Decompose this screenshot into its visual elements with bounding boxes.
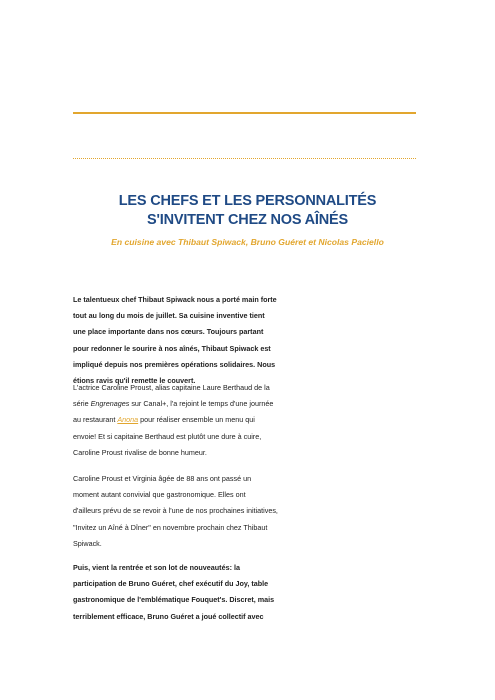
- top-divider: [73, 112, 416, 114]
- text-line: [73, 412, 323, 428]
- text-line: une place importante dans nos cœurs. Toujours partant: [73, 327, 264, 337]
- page-title-line-1: LES CHEFS ET LES PERSONNALITÉS: [118, 193, 377, 209]
- paragraph-intro: [73, 292, 323, 389]
- text-line: participation de Bruno Guéret, chef exécutif du Joy, table: [73, 579, 269, 589]
- text-line: tout au long du mois de juillet. Sa cuisine inventive tient: [73, 311, 265, 321]
- text-line: envoie! Et si capitaine Berthaud est plutôt une dure à cuire,: [73, 431, 262, 441]
- text-fragment: au restaurant: [73, 415, 118, 425]
- text-line: Caroline Proust rivalise de bonne humeur.: [73, 447, 207, 457]
- text-line: Puis, vient la rentrée et son lot de nouveautés: la: [73, 563, 240, 572]
- text-line: terriblement efficace, Bruno Guéret a joué collectif avec: [73, 611, 264, 621]
- text-line: Le talentueux chef Thibaut Spiwack nous a porté main forte: [73, 295, 277, 304]
- text-line: L'actrice Caroline Proust, alias capitaine Laure Berthaud de la: [73, 383, 270, 392]
- text-line: Spiwack.: [73, 538, 102, 548]
- dotted-divider: [73, 158, 416, 159]
- paragraph-caroline-proust: [73, 380, 323, 461]
- series-title: Engrenages: [90, 399, 130, 409]
- text-line: gastronomique de l'emblématique Fouquet's. Discret, mais: [73, 595, 275, 605]
- text-fragment: pour réaliser ensemble un menu qui: [138, 415, 255, 425]
- text-line: étions ravis qu'il remette le couvert.: [73, 376, 196, 386]
- text-line: impliqué depuis nos premières opérations solidaires. Nous: [73, 359, 276, 369]
- text-line: Caroline Proust et Virginia âgée de 88 ans ont passé un: [73, 474, 252, 483]
- text-line: "Invitez un Aîné à Dîner" en novembre prochain chez Thibaut: [73, 522, 268, 532]
- text-line: [73, 396, 323, 412]
- page-title: [60, 192, 435, 230]
- text-fragment: série: [73, 399, 91, 409]
- paragraph-virginia: [73, 471, 323, 552]
- text-line: moment autant convivial que gastronomique. Elles ont: [73, 490, 246, 500]
- subtitle: En cuisine avec Thibaut Spiwack, Bruno Guéret et Nicolas Paciello: [111, 237, 384, 247]
- text-line: pour redonner le sourire à nos aînés, Thibaut Spiwack est: [73, 343, 271, 353]
- paragraph-bruno-gueret: [73, 560, 323, 625]
- anona-link[interactable]: Anona: [117, 415, 139, 425]
- page-title-line-2: S'INVITENT CHEZ NOS AÎNÉS: [147, 212, 348, 228]
- text-fragment: sur Canal+, l'a rejoint le temps d'une journée: [129, 399, 274, 409]
- text-line: d'ailleurs prévu de se revoir à l'une de nos prochaines initiatives,: [73, 506, 278, 516]
